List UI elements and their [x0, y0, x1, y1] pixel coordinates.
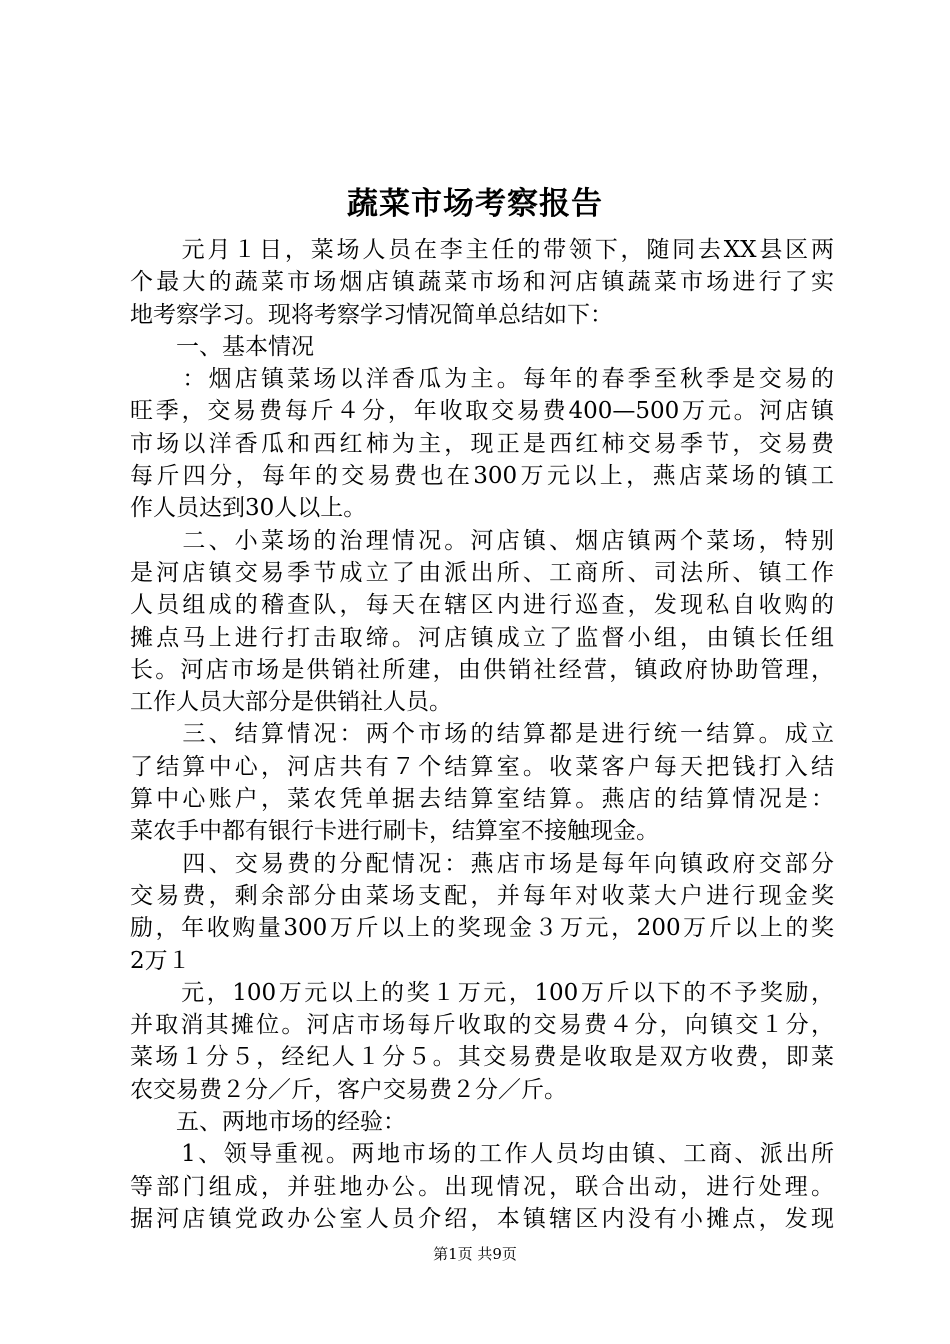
document-body	[130, 234, 834, 1235]
document-title: 蔬菜市场考察报告	[347, 186, 603, 222]
paragraph-line: 人员组成的稽查队，每天在辖区内进行巡查，发现私自收购的	[130, 592, 834, 619]
paragraph-line: 据河店镇党政办公室人员介绍，本镇辖区内没有小摊点，发现	[130, 1205, 834, 1232]
paragraph-line: 一、基本情况	[130, 333, 314, 360]
paragraph-line: 了结算中心，河店共有７个结算室。收菜客户每天把钱打入结	[130, 753, 834, 780]
paragraph-line: 五、两地市场的经验：	[130, 1109, 406, 1136]
paragraph-line: 农交易费２分／斤，客户交易费２分／斤。	[130, 1076, 567, 1103]
paragraph-line: 每斤四分，每年的交易费也在300万元以上，燕店菜场的镇工	[130, 463, 834, 490]
paragraph-line: 二、小菜场的治理情况。河店镇、烟店镇两个菜场，特别	[130, 527, 834, 554]
paragraph-line: ：烟店镇菜场以洋香瓜为主。每年的春季至秋季是交易的	[130, 366, 834, 393]
paragraph-line: 作人员达到30人以上。	[130, 495, 367, 522]
paragraph-line: 四、交易费的分配情况：燕店市场是每年向镇政府交部分	[130, 850, 834, 877]
paragraph-line: 摊点马上进行打击取缔。河店镇成立了监督小组，由镇长任组	[130, 624, 834, 651]
paragraph-line: 工作人员大部分是供销社人员。	[130, 689, 452, 716]
paragraph-line: 旺季，交易费每斤４分，年收取交易费400—500万元。河店镇	[130, 398, 834, 425]
paragraph-line: 市场以洋香瓜和西红柿为主，现正是西红柿交易季节，交易费	[130, 430, 834, 457]
paragraph-line: 交易费，剩余部分由菜场支配，并每年对收菜大户进行现金奖	[130, 882, 834, 909]
paragraph-line: 等部门组成，并驻地办公。出现情况，联合出动，进行处理。	[130, 1173, 834, 1200]
paragraph-line: 菜农手中都有银行卡进行刷卡，结算室不接触现金。	[130, 818, 659, 845]
paragraph-line: 个最大的蔬菜市场烟店镇蔬菜市场和河店镇蔬菜市场进行了实	[130, 269, 834, 296]
paragraph-line: 是河店镇交易季节成立了由派出所、工商所、司法所、镇工作	[130, 559, 834, 586]
paragraph-line: 元，100万元以上的奖１万元，100万斤以下的不予奖励，	[130, 979, 834, 1006]
paragraph-line: 三、结算情况：两个市场的结算都是进行统一结算。成立	[130, 721, 834, 748]
paragraph-line: 地考察学习。现将考察学习情况简单总结如下：	[130, 301, 613, 328]
paragraph-line: 2万１	[130, 947, 191, 974]
paragraph-line: 元月１日，菜场人员在李主任的带领下，随同去XX县区两	[130, 237, 834, 263]
paragraph-line: 励，年收购量300万斤以上的奖现金３万元，200万斤以上的奖	[130, 915, 834, 942]
paragraph-line: 算中心账户，菜农凭单据去结算室结算。燕店的结算情况是：	[130, 786, 834, 813]
paragraph-line: 长。河店市场是供销社所建，由供销社经营，镇政府协助管理，	[130, 656, 834, 683]
paragraph-line: 并取消其摊位。河店市场每斤收取的交易费４分，向镇交１分，	[130, 1012, 834, 1039]
page-footer: 第1页 共9页	[433, 1245, 517, 1263]
paragraph-line: 菜场１分５，经纪人１分５。其交易费是收取是双方收费，即菜	[130, 1044, 834, 1071]
paragraph-line: 1、领导重视。两地市场的工作人员均由镇、工商、派出所	[130, 1141, 834, 1168]
